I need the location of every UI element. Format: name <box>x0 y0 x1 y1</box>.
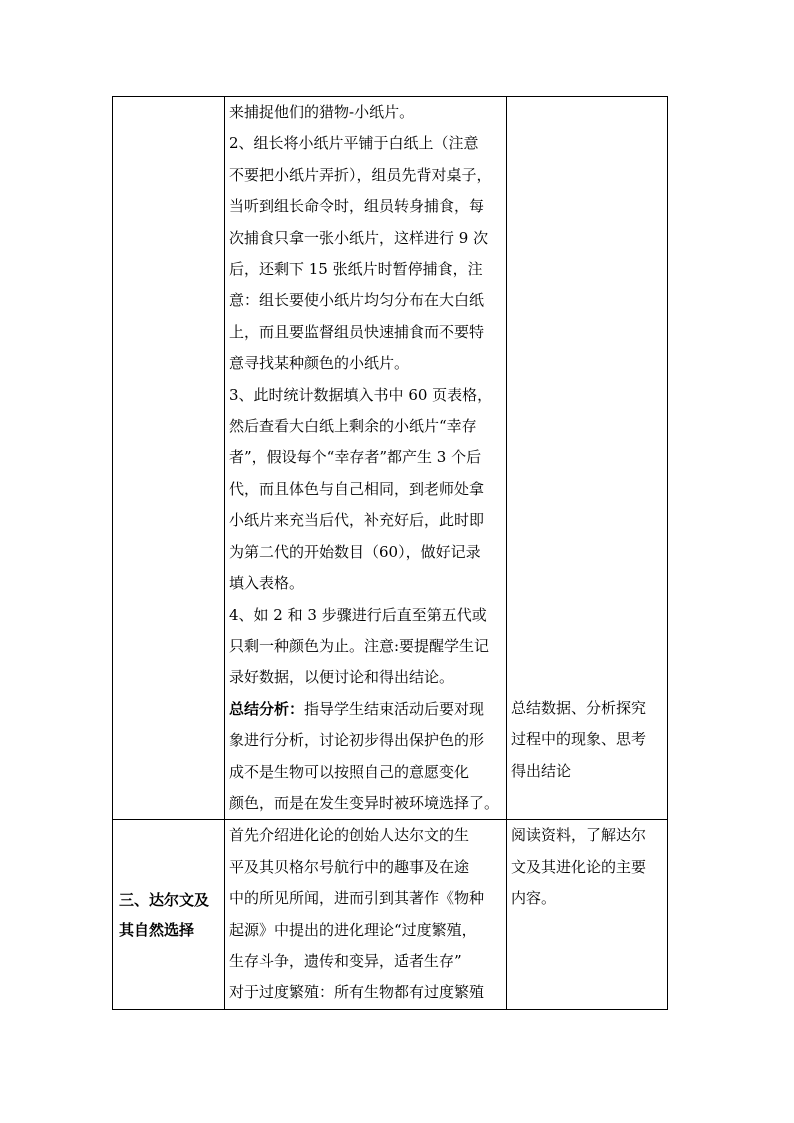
student-activity-cell <box>507 820 668 1009</box>
text-line: 意：组长要使小纸片均匀分布在大白纸 <box>229 291 485 310</box>
text-line: 象进行分析，讨论初步得出保护色的形 <box>229 731 485 750</box>
summary-first-line <box>229 694 502 725</box>
text-line: 2、组长将小纸片平铺于白纸上（注意 <box>229 134 479 153</box>
text-line: 平及其贝格尔号航行中的趣事及在途 <box>229 857 470 876</box>
text-line: 者”，假设每个“幸存者”都产生 3 个后 <box>229 448 482 467</box>
text-line: 当听到组长命令时，组员转身捕食，每 <box>229 197 485 216</box>
stage-title-line: 其自然选择 <box>119 920 195 939</box>
text-line: 然后查看大白纸上剩余的小纸片“幸存 <box>229 417 477 436</box>
text-line: 中的所见所闻，进而引到其著作《物种 <box>229 889 485 908</box>
summary-analysis <box>229 694 502 820</box>
step-4 <box>229 600 502 694</box>
teacher-activity-cell <box>225 97 507 820</box>
text-line: 内容。 <box>511 889 557 908</box>
text-line: 对于过度繁殖：所有生物都有过度繁殖 <box>229 983 485 1002</box>
text-line: 阅读资料，了解达尔 <box>511 826 647 845</box>
text-line: 4、如 2 和 3 步骤进行后直至第五代或 <box>229 605 487 624</box>
lesson-plan-table <box>112 96 668 1010</box>
text-line: 成不是生物可以按照自己的意愿变化 <box>229 762 470 781</box>
spacer <box>511 97 663 693</box>
text-line: 颜色，而是在发生变异时被环境选择了。 <box>229 793 500 812</box>
text-line: 次捕食只拿一张小纸片，这样进行 9 次 <box>229 228 489 247</box>
text-line: 首先介绍进化论的创始人达尔文的生 <box>229 826 470 845</box>
table-row <box>113 820 668 1009</box>
text-line: 起源》中提出的进化理论“过度繁殖， <box>229 920 477 939</box>
step-1 <box>229 97 502 128</box>
text-line: 代，而且体色与自己相同，到老师处拿 <box>229 479 485 498</box>
text-line: 录好数据，以便讨论和得出结论。 <box>229 668 455 687</box>
text-line: 为第二代的开始数目（60），做好记录 <box>229 542 481 561</box>
text-line: 指导学生结束活动后要对现 <box>304 699 485 718</box>
text-line: 总结数据、分析探究 <box>511 699 647 717</box>
text-line: 意寻找某种颜色的小纸片。 <box>229 354 410 373</box>
stage-title-line: 三、达尔文及 <box>119 890 210 909</box>
text-line: 得出结论 <box>511 761 572 780</box>
summary-label: 总结分析： <box>229 699 305 718</box>
text-line: 后，还剩下 15 张纸片时暂停捕食，注 <box>229 260 483 279</box>
text-line: 只剩一种颜色为止。注意:要提醒学生记 <box>229 636 490 655</box>
text-line: 过程中的现象、思考 <box>511 730 647 749</box>
teacher-activity-cell <box>225 820 507 1009</box>
stage-cell <box>113 820 225 1009</box>
text-line: 3、此时统计数据填入书中 60 页表格， <box>229 385 493 404</box>
step-2 <box>229 128 502 379</box>
text-line: 填入表格。 <box>229 574 305 593</box>
student-activity-cell <box>507 97 668 820</box>
text-line: 不要把小纸片弄折），组员先背对桌子， <box>229 165 492 184</box>
student-summary <box>511 693 663 787</box>
text-line: 生存斗争，遗传和变异，适者生存” <box>229 951 462 970</box>
text-line: 文及其进化论的主要 <box>511 857 647 876</box>
step-3 <box>229 380 502 600</box>
text-line: 小纸片来充当后代，补充好后，此时即 <box>229 511 485 530</box>
stage-cell-empty <box>113 97 225 820</box>
text-line: 上，而且要监督组员快速捕食而不要特 <box>229 322 485 341</box>
text-line: 来捕捉他们的猎物-小纸片。 <box>229 103 415 121</box>
table-row <box>113 97 668 820</box>
